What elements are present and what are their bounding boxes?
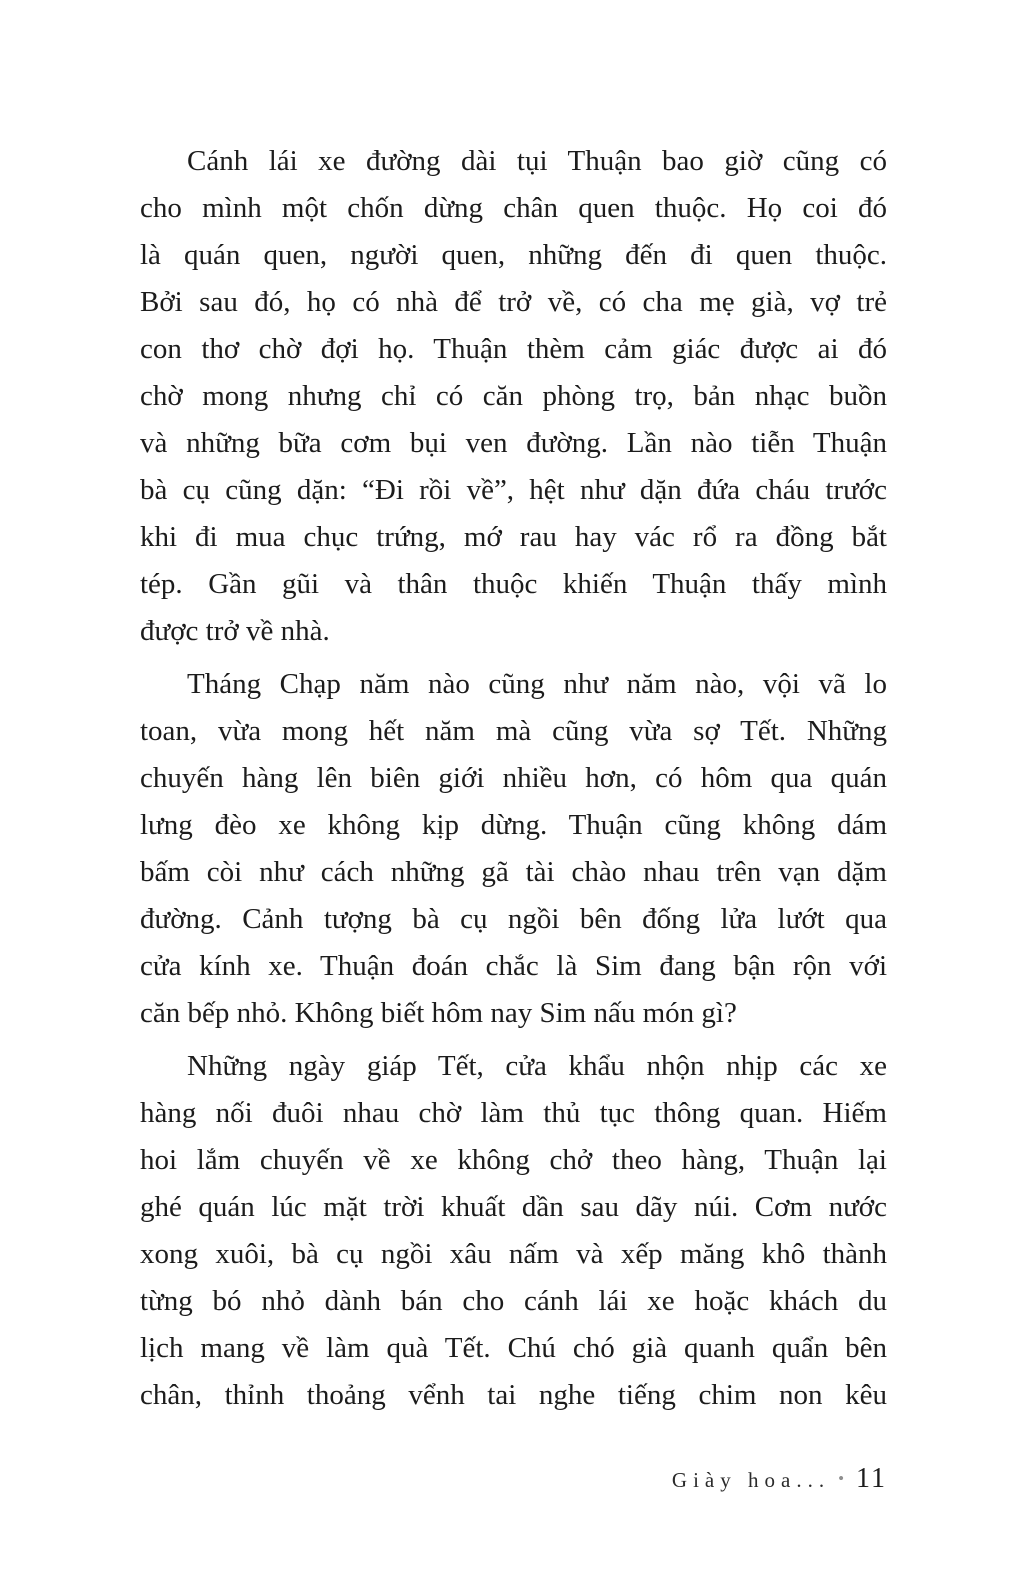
paragraph (140, 661, 887, 1037)
text-line: con thơ chờ đợi họ. Thuận thèm cảm giác được ai đó (140, 333, 887, 365)
text-line: lịch mang về làm quà Tết. Chú chó già quanh quẩn bên (140, 1332, 887, 1364)
text-line: bà cụ cũng dặn: “Đi rồi về”, hệt như dặn đứa cháu trước (140, 474, 887, 506)
text-line: ghé quán lúc mặt trời khuất dần sau dãy núi. Cơm nước (140, 1191, 887, 1223)
paragraph (140, 138, 887, 655)
text-line: là quán quen, người quen, những đến đi quen thuộc. (140, 239, 887, 271)
text-line: Những ngày giáp Tết, cửa khẩu nhộn nhịp các xe (187, 1050, 887, 1082)
text-line: hàng nối đuôi nhau chờ làm thủ tục thông quan. Hiếm (140, 1097, 887, 1129)
text-line: hoi lắm chuyến về xe không chở theo hàng, Thuận lại (140, 1144, 887, 1176)
text-line: toan, vừa mong hết năm mà cũng vừa sợ Tết. Những (140, 715, 887, 747)
text-block (140, 138, 887, 1425)
text-line: tép. Gần gũi và thân thuộc khiến Thuận thấy mình (140, 568, 887, 600)
page-number: 11 (856, 1463, 887, 1494)
text-line: Bởi sau đó, họ có nhà để trở về, có cha mẹ già, vợ trẻ (140, 286, 887, 318)
text-line: bấm còi như cách những gã tài chào nhau trên vạn dặm (140, 856, 887, 888)
text-line: cho mình một chốn dừng chân quen thuộc. Họ coi đó (140, 192, 887, 224)
paragraph (140, 1043, 887, 1419)
text-line: và những bữa cơm bụi ven đường. Lần nào tiễn Thuận (140, 427, 887, 459)
text-line: được trở về nhà. (140, 615, 330, 647)
text-line: chuyến hàng lên biên giới nhiều hơn, có hôm qua quán (140, 762, 887, 794)
running-title: Giày hoa... (671, 1468, 831, 1492)
text-line: chân, thỉnh thoảng vểnh tai nghe tiếng chim non kêu (140, 1379, 887, 1411)
text-line: khi đi mua chục trứng, mớ rau hay vác rổ ra đồng bắt (140, 521, 887, 553)
text-line: căn bếp nhỏ. Không biết hôm nay Sim nấu món gì? (140, 997, 737, 1029)
page-footer (672, 1463, 887, 1495)
text-line: Tháng Chạp năm nào cũng như năm nào, vội vã lo (187, 668, 887, 700)
text-line: cửa kính xe. Thuận đoán chắc là Sim đang bận rộn với (140, 950, 887, 982)
footer-bullet-icon: • (838, 1469, 845, 1488)
text-line: từng bó nhỏ dành bán cho cánh lái xe hoặc khách du (140, 1285, 887, 1317)
text-line: lưng đèo xe không kịp dừng. Thuận cũng không dám (140, 809, 887, 841)
text-line: xong xuôi, bà cụ ngồi xâu nấm và xếp măng khô thành (140, 1238, 887, 1270)
text-line: Cánh lái xe đường dài tụi Thuận bao giờ cũng có (187, 145, 887, 177)
text-line: chờ mong nhưng chỉ có căn phòng trọ, bản nhạc buồn (140, 380, 887, 412)
text-line: đường. Cảnh tượng bà cụ ngồi bên đống lửa lướt qua (140, 903, 887, 935)
